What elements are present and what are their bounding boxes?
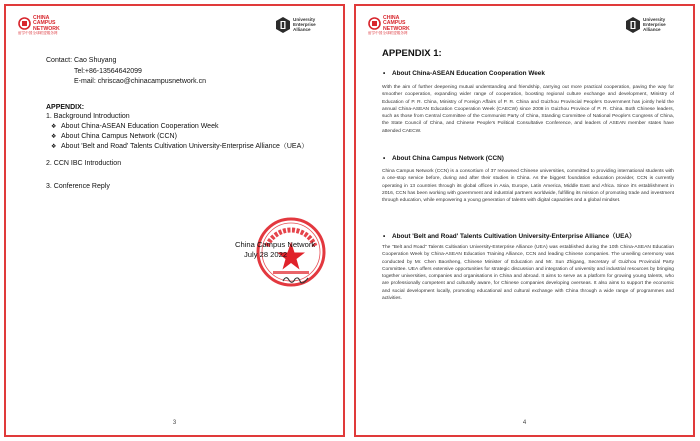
list-item: ❖ About China-ASEAN Education Cooperation Week (46, 122, 308, 132)
bullet-icon: • (383, 155, 386, 162)
signature-date: July 28 2022 (244, 250, 288, 259)
page-header (18, 16, 331, 38)
uea-logo (276, 16, 331, 38)
contact-block (46, 56, 206, 88)
ccn-logo-icon (368, 17, 381, 30)
section-reply: 3. Conference Reply (46, 183, 110, 190)
ccn-logo-subtitle: 留学中国全球联盟服务网 (368, 31, 408, 35)
page-header (368, 16, 681, 38)
ccn-logo-line: CAMPUS (383, 20, 406, 27)
uea-logo-line: University (643, 17, 666, 22)
uea-logo-icon (626, 17, 640, 33)
section-ibc: 2. CCN IBC Introduction (46, 160, 122, 167)
ccn-logo-line: CHINA (383, 15, 400, 21)
uea-logo-line: Alliance (643, 27, 661, 32)
document-page-4 (354, 4, 695, 437)
diamond-bullet-icon: ❖ (51, 123, 57, 130)
list-item: ❖ About 'Belt and Road' Talents Cultivation University-Enterprise Alliance（UEA） (46, 142, 308, 152)
ccn-logo-line: NETWORK (383, 25, 410, 32)
uea-logo-line: Alliance (293, 27, 311, 32)
handwritten-signature (281, 274, 311, 284)
contact-tel: Tel:+86-13564642099 (74, 67, 142, 75)
bullet-icon: • (383, 233, 386, 240)
section-heading: • About China-ASEAN Education Cooperation Week (383, 70, 545, 77)
page-number: 3 (172, 420, 177, 426)
uea-logo-line: University (293, 17, 316, 22)
appendix-title: APPENDIX: (46, 104, 85, 111)
signature-block (235, 240, 315, 260)
ccn-logo (18, 16, 108, 38)
appendix-title: APPENDIX 1: (382, 48, 442, 59)
section-background: 1. Background Introduction (46, 113, 130, 121)
contact-name: Contact: Cao Shuyang (46, 57, 117, 64)
ccn-logo-line: CHINA (33, 15, 50, 21)
uea-logo (626, 16, 681, 38)
contact-email: E-mail: chriscao@chinacampusnetwork.cn (74, 78, 206, 85)
bullet-icon: • (383, 70, 386, 77)
section-paragraph: China Campus Network (CCN) is a consortium of 37 renowned Chinese universities, committed to providing international students with a one-stop service before, during and after their studies in China. As the biggest foundation education provider, CCN is currently operating in 13 countries through its global offices in Asia, Europe, Latin America, Middle East and Africa. Since it's establishment in 2016, CCN has been working with government and industrial partners worldwide, fulfilling its mission of promoting trade and investment through education, while empowering a young generation of talents with digital capacities and a global mindset. (382, 169, 674, 204)
list-item: ❖ About China Campus Network (CCN) (46, 132, 308, 142)
diamond-bullet-icon: ❖ (51, 144, 57, 151)
ccn-logo-line: CAMPUS (33, 20, 56, 27)
uea-logo-line: Enterprise (643, 22, 666, 27)
section-heading: • About China Campus Network (CCN) (383, 155, 504, 162)
diamond-bullet-icon: ❖ (51, 133, 57, 140)
uea-logo-line: Enterprise (293, 22, 316, 27)
ccn-logo-subtitle: 留学中国全球联盟服务网 (18, 31, 58, 35)
section-heading: • About 'Belt and Road' Talents Cultivation University-Enterprise Alliance（UEA） (383, 233, 636, 240)
document-page-3 (4, 4, 345, 437)
ccn-logo-line: NETWORK (33, 25, 60, 32)
signature-organization: China Campus Network (235, 240, 316, 249)
ccn-logo-icon (18, 17, 31, 30)
uea-logo-icon (276, 17, 290, 33)
section-paragraph: The "Belt and Road" Talents Cultivation University-Enterprise Alliance (UEA) was established during the 10th China-ASEAN Education Cooperation Week by China-ASEAN Education Training Alliance, CCN and leading Chinese companies. The unveiling ceremony was conducted by Mr. Chen Baosheng, Chinese Minister of Education and Mr. Sun Zhigang, Secretary of Guizhou Provincial Party Committee. UEA offers extensive opportunities for strategic discussion and integration of university and industrial resources by bringing together universities, companies and organisations in China and abroad. It aims to serve as a platform for growing young talents, who are professionally competent and culturally aware, for Chinese companies developing overseas. It also aims to support the economic and social development locally, promoting educational and cultural exchange with China through a wide range of programmes and activities. (382, 245, 674, 302)
ccn-logo (368, 16, 458, 38)
appendix-list (46, 103, 308, 152)
section-paragraph: With the aim of further deepening mutual understanding and friendship, carrying out more practical cooperation, paving the way for smoother cooperation, expanding wider range of cooperation, boosting regional culture exchange and development, Ministry of Education of P. R. China, Ministry of Foreign Affairs of P. R. China and Guizhou Provincial People's Government has jointly held the annual China-ASEAN Education Cooperation Week (CAECW) since 2008 in Guizhou Province of P. R. China. Both Chinese leaders, such as those from Central Committee of the Communist Party of China, Standing Committee of National People's Congress of China, the State Council of China, and Chinese People's Political Consultative Conference, and leaders of ASEAN member states have attended CAECW. (382, 85, 674, 134)
page-number: 4 (522, 420, 527, 426)
